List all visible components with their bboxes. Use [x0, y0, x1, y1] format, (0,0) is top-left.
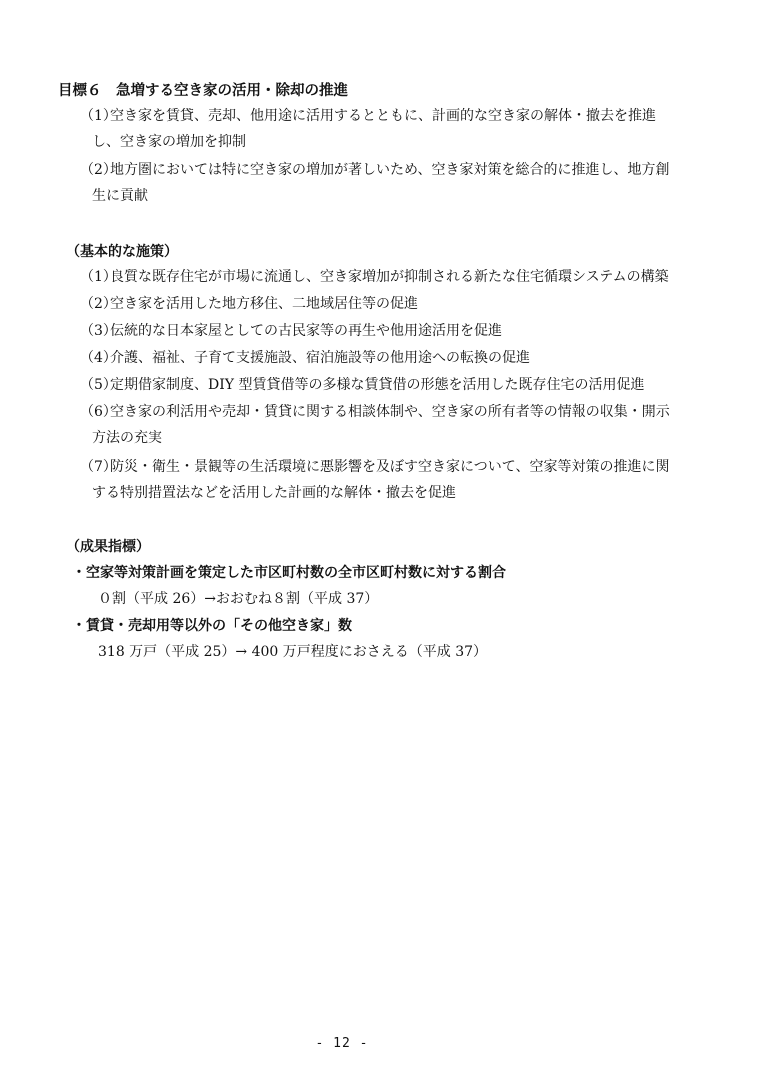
item-number: （1） [80, 269, 117, 285]
measure-item-5 [80, 372, 700, 398]
item-text-continued: し、空き家の増加を抑制 [92, 134, 246, 150]
item-number: （1） [80, 108, 117, 124]
measure-item-2 [80, 291, 700, 317]
goal-item-1 [80, 103, 700, 155]
item-number: （7） [80, 459, 117, 475]
item-text-continued: 方法の充実 [92, 430, 162, 446]
measure-item-7 [80, 454, 700, 506]
item-number: （4） [80, 350, 117, 366]
item-text: 空き家を賃貸、売却、他用途に活用するとともに、計画的な空き家の解体・撤去を推進 [110, 108, 656, 124]
item-text: 防災・衛生・景観等の生活環境に悪影響を及ぼす空き家について、空家等対策の推進に関 [110, 459, 670, 475]
indicator-label-1: ・空家等対策計画を策定した市区町村数の全市区町村数に対する割合 [72, 565, 506, 581]
indicator-value-2: 318 万戸（平成 25）→ 400 万戸程度におさえる（平成 37） [98, 644, 488, 660]
measure-item-6 [80, 399, 700, 451]
item-text: 地方圏においては特に空き家の増加が著しいため、空き家対策を総合的に推進し、地方創 [110, 162, 670, 178]
goal-item-2 [80, 157, 700, 209]
measure-item-3 [80, 318, 700, 344]
item-text: 空き家を活用した地方移住、二地域居住等の促進 [110, 296, 418, 312]
item-text: 空き家の利活用や売却・賃貸に関する相談体制や、空き家の所有者等の情報の収集・開示 [110, 404, 670, 420]
item-text: 定期借家制度、DIY 型賃貸借等の多様な賃貸借の形態を活用した既存住宅の活用促進 [110, 377, 645, 393]
item-text-continued: する特別措置法などを活用した計画的な解体・撤去を促進 [92, 485, 456, 501]
page-number: - 12 - [315, 1036, 369, 1051]
item-text: 伝統的な日本家屋としての古民家等の再生や他用途活用を促進 [110, 323, 502, 339]
item-number: （6） [80, 404, 117, 420]
item-number: （2） [80, 162, 117, 178]
item-text-continued: 生に貢献 [92, 188, 148, 204]
indicators-heading: （成果指標） [66, 539, 150, 555]
goal-title: 目標６ 急増する空き家の活用・除却の推進 [58, 83, 348, 99]
item-text: 良質な既存住宅が市場に流通し、空き家増加が抑制される新たな住宅循環システムの構築 [110, 269, 669, 285]
item-text: 介護、福祉、子育て支援施設、宿泊施設等の他用途への転換の促進 [110, 350, 530, 366]
indicator-value-1: ０割（平成 26）→おおむね８割（平成 37） [98, 591, 379, 607]
measure-item-1 [80, 264, 700, 290]
measures-heading: （基本的な施策） [66, 244, 178, 260]
item-number: （5） [80, 377, 117, 393]
item-number: （3） [80, 323, 117, 339]
indicator-label-2: ・賃貸・売却用等以外の「その他空き家」数 [72, 618, 352, 634]
item-number: （2） [80, 296, 117, 312]
measure-item-4 [80, 345, 700, 371]
